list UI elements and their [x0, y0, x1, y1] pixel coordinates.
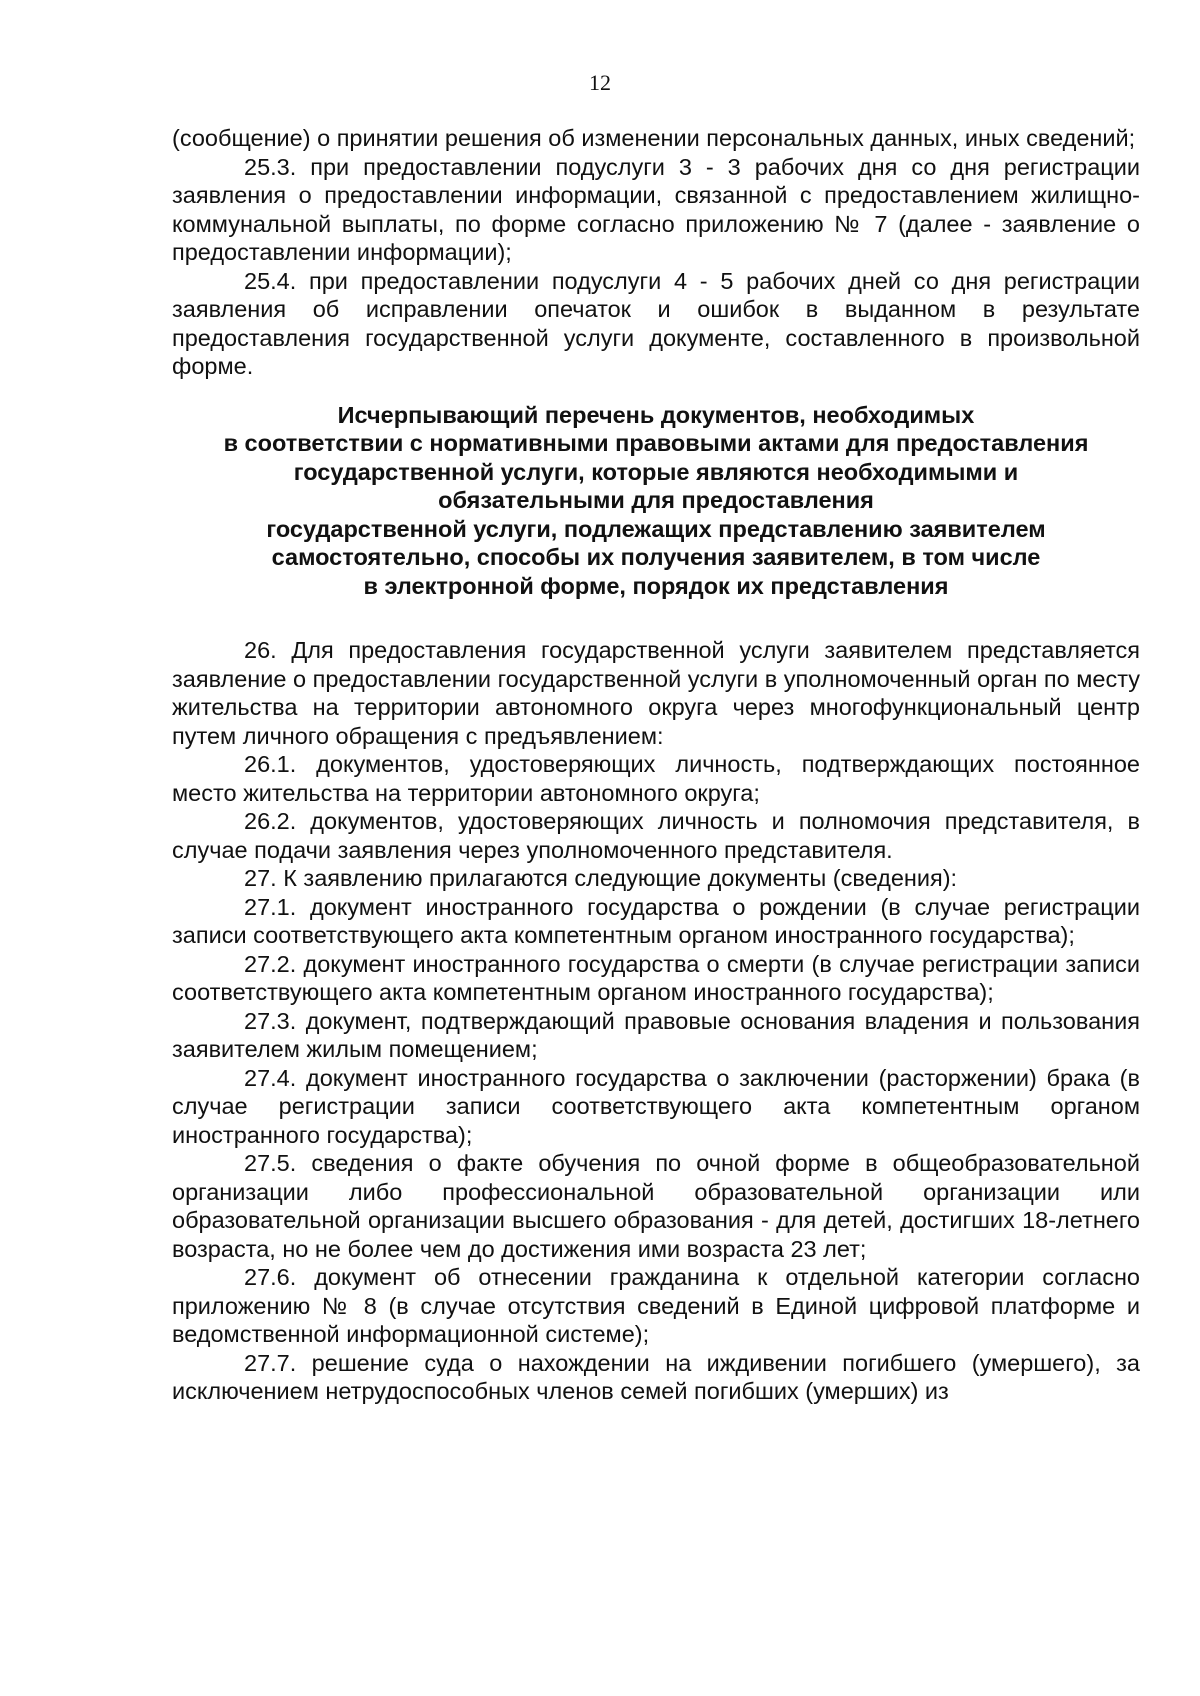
document-body	[172, 124, 1140, 1406]
paragraph-25-3: 25.3. при предоставлении подуслуги 3 - 3 рабочих дня со дня регистрации заявления о предоставлении информации, связанной с предоставлением жилищно-коммунальной выплаты, по форме согласно приложению № 7 (далее - заявление о предоставлении информации);	[172, 153, 1140, 265]
heading-line: самостоятельно, способы их получения заявителем, в том числе	[271, 544, 1041, 570]
paragraph-27-4: 27.4. документ иностранного государства о заключении (расторжении) брака (в случае регистрации записи соответствующего акта компетентным органом иностранного государства);	[172, 1064, 1140, 1148]
heading-line: государственной услуги, подлежащих представлению заявителем	[266, 515, 1046, 542]
section-heading	[172, 401, 1140, 601]
paragraph-25-4: 25.4. при предоставлении подуслуги 4 - 5 рабочих дней со дня регистрации заявления об исправлении опечаток и ошибок в выданном в результате предоставления государственной услуги документе, составленного в произвольной форме.	[172, 267, 1140, 379]
heading-line: государственной услуги, которые являются необходимыми и	[293, 458, 1019, 485]
heading-line: в соответствии с нормативными правовыми актами для предоставления	[223, 430, 1089, 456]
page-number: 12	[589, 70, 611, 95]
paragraph-continuation: (сообщение) о принятии решения об изменении персональных данных, иных сведений;	[172, 125, 1136, 151]
paragraph-27-2: 27.2. документ иностранного государства о смерти (в случае регистрации записи соответствующего акта компетентным органом иностранного государства);	[172, 950, 1140, 1005]
paragraph-26-2: 26.2. документов, удостоверяющих личность и полномочия представителя, в случае подачи заявления через уполномоченного представителя.	[172, 808, 1140, 863]
paragraph-27-7: 27.7. решение суда о нахождении на иждивении погибшего (умершего), за исключением нетрудоспособных членов семей погибших (умерших) из	[172, 1349, 1140, 1404]
paragraph-27-5: 27.5. сведения о факте обучения по очной форме в общеобразовательной организации либо профессиональной образовательной организации или образовательной организации высшего образования - для детей, достигших 18-летнего возраста, но не более чем до достижения ими возраста 23 лет;	[172, 1150, 1140, 1262]
paragraph-26: 26. Для предоставления государственной услуги заявителем представляется заявление о предоставлении государственной услуги в уполномоченный орган по месту жительства на территории автономного округа через многофункциональный центр путем личного обращения с предъявлением:	[172, 637, 1140, 749]
paragraph-27-1: 27.1. документ иностранного государства о рождении (в случае регистрации записи соответствующего акта компетентным органом иностранного государства);	[172, 893, 1140, 948]
paragraph-27-3: 27.3. документ, подтверждающий правовые основания владения и пользования заявителем жилым помещением;	[172, 1007, 1140, 1062]
paragraph-26-1: 26.1. документов, удостоверяющих личность, подтверждающих постоянное место жительства на территории автономного округа;	[172, 751, 1140, 806]
heading-line: в электронной форме, порядок их представления	[363, 572, 949, 599]
heading-line: Исчерпывающий перечень документов, необходимых	[337, 401, 975, 428]
paragraph-27-6: 27.6. документ об отнесении гражданина к отдельной категории согласно приложению № 8 (в случае отсутствия сведений в Единой цифровой платформе и ведомственной информационной системе);	[172, 1264, 1140, 1347]
paragraphs-top	[172, 124, 1140, 381]
paragraph-27: 27. К заявлению прилагаются следующие документы (сведения):	[244, 865, 958, 891]
paragraphs-bottom	[172, 636, 1140, 1406]
heading-line: обязательными для предоставления	[438, 487, 874, 513]
